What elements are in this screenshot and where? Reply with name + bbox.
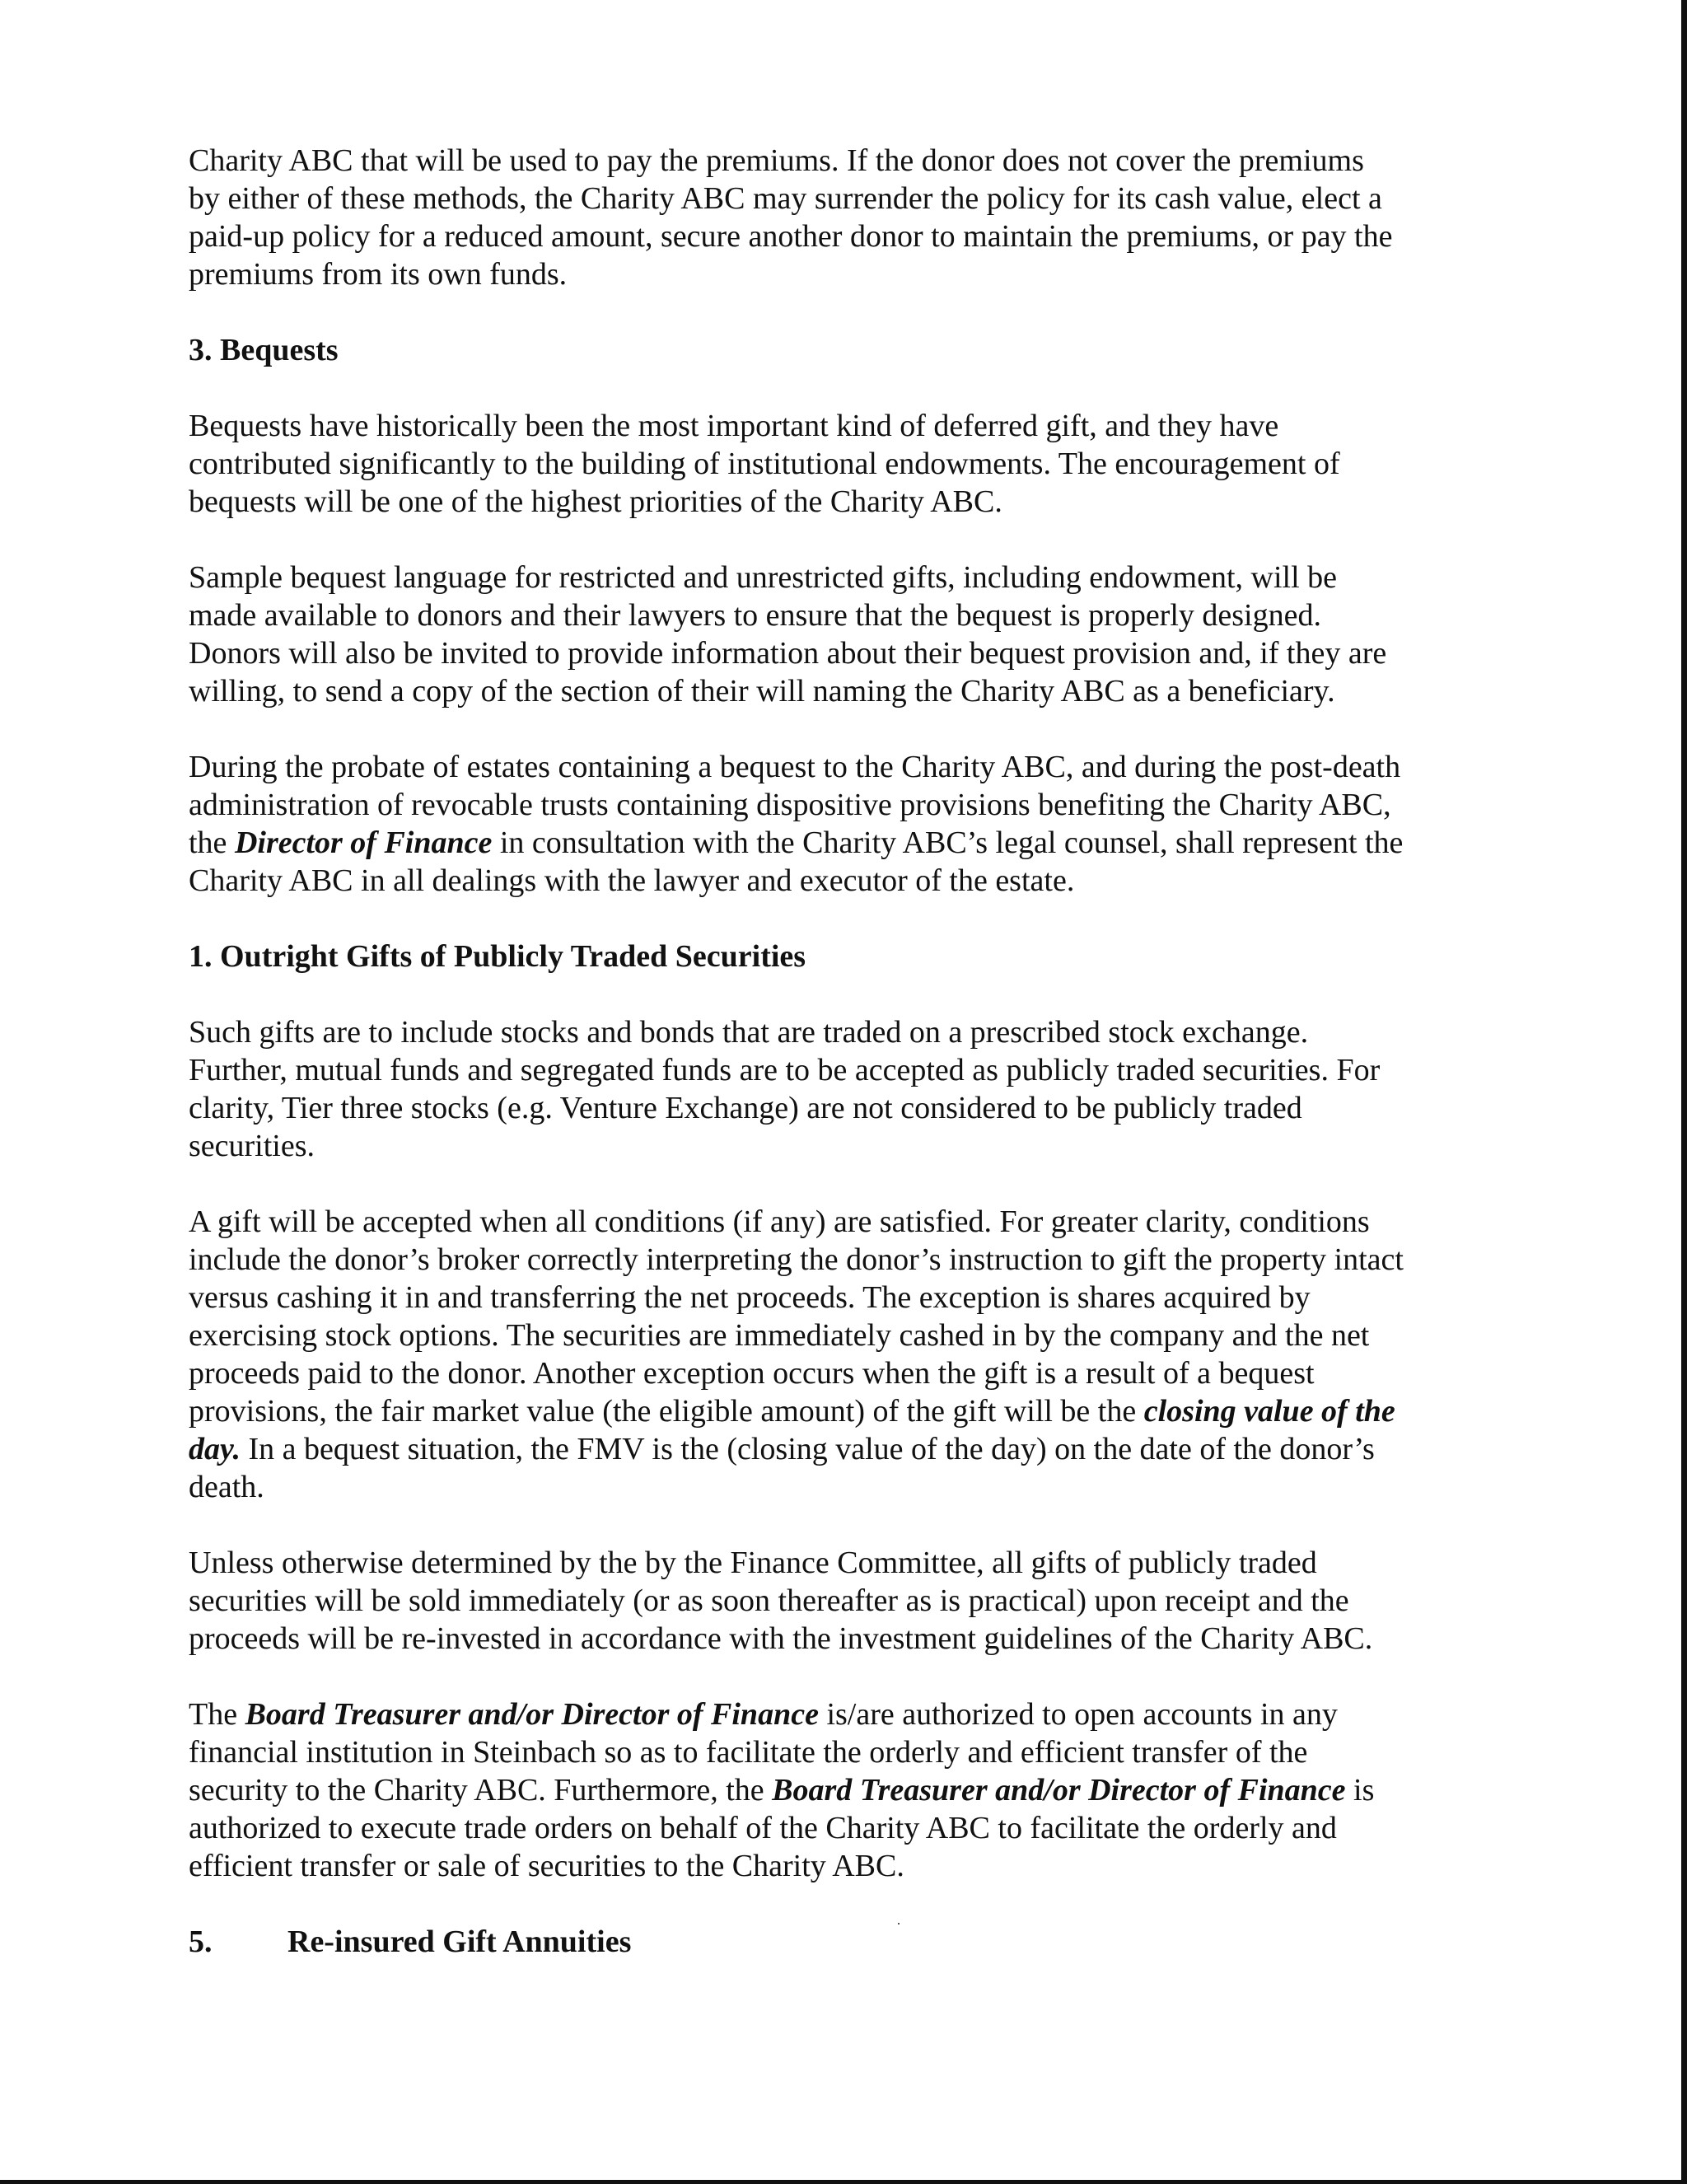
heading-title: Bequests: [220, 333, 339, 367]
text-run: in consultation with the Charity ABC’s legal counsel, shall represent the Charity ABC in all dealings with the lawyer and executor of the estate.: [189, 825, 1404, 898]
document-page: [189, 142, 1507, 1999]
paragraph-probate: [189, 748, 1507, 900]
text-run: The: [189, 1697, 245, 1732]
paragraph-authorization: [189, 1695, 1507, 1885]
scan-edge-bottom: [0, 2180, 1687, 2184]
text-run: In a bequest situation, the FMV is the (closing value of the day) on the date of the donor’s death.: [189, 1432, 1375, 1504]
text-run: is authorized to execute trade orders on behalf of the Charity ABC to facilitate the orderly and efficient transfer or sale of securities to the Charity ABC.: [189, 1773, 1375, 1883]
emphasis-closing-value: closing value of the day.: [189, 1394, 1395, 1466]
text-run: A gift will be accepted when all conditions (if any) are satisfied. For greater clarity, conditions include the donor’s broker correctly interpreting the donor’s instruction to gift the property intact versus cashing it in and transferring the net proceeds. The exception is shares acquired by exercising stock options. The securities are immediately cashed in by the company and the net proceeds paid to the donor. Another exception occurs when the gift is a result of a bequest provisions, the fair market value (the eligible amount) of the gift will be the: [189, 1204, 1404, 1429]
text-run: is/are authorized to open accounts in any financial institution in Steinbach so as to facilitate the orderly and efficient transfer of the security to the Charity ABC. Furthermore, the: [189, 1697, 1338, 1808]
paragraph-sample-language: Sample bequest language for restricted and unrestricted gifts, including endowment, will be made available to donors and their lawyers to ensure that the bequest is properly designed. Donors will also be invited to provide information about their bequest provision and, if they are willing, to send a copy of the section of their will naming the Charity ABC as a beneficiary.: [189, 560, 1387, 709]
heading-number: 3.: [189, 333, 213, 367]
heading-bequests: [189, 331, 1507, 369]
emphasis-board-treasurer: Board Treasurer and/or Director of Finance: [245, 1697, 819, 1732]
paragraph-premiums: Charity ABC that will be used to pay the premiums. If the donor does not cover the premiums by either of these methods, the Charity ABC may surrender the policy for its cash value, elect a paid-up policy for a reduced amount, secure another donor to maintain the premiums, or pay the premiums from its own funds.: [189, 143, 1393, 292]
emphasis-board-treasurer: Board Treasurer and/or Director of Finance: [772, 1773, 1346, 1808]
paragraph-bequests-history: Bequests have historically been the most important kind of deferred gift, and they have contributed significantly to the building of institutional endowments. The encouragement of bequests will be one of the highest priorities of the Charity ABC.: [189, 409, 1340, 519]
heading-title: Outright Gifts of Publicly Traded Securities: [220, 939, 806, 974]
scan-edge-right: [1681, 0, 1687, 2184]
heading-publicly-traded-securities: [189, 938, 1507, 975]
text-run: During the probate of estates containing a bequest to the Charity ABC, and during the post-death administration of revocable trusts containing dispositive provisions benefiting the Charity ABC, the: [189, 750, 1401, 860]
heading-reinsured-gift-annuities: [189, 1923, 1507, 1961]
heading-title: Re-insured Gift Annuities: [287, 1924, 632, 1959]
heading-number: 1.: [189, 939, 213, 974]
paragraph-gift-acceptance: [189, 1203, 1507, 1506]
emphasis-director-of-finance: Director of Finance: [234, 825, 493, 860]
paragraph-securities-definition: Such gifts are to include stocks and bonds that are traded on a prescribed stock exchange. Further, mutual funds and segregated funds are to be accepted as publicly traded securities. For clarity, Tier three stocks (e.g. Venture Exchange) are not considered to be publicly traded securities.: [189, 1015, 1381, 1163]
heading-number: 5.: [189, 1924, 213, 1959]
paragraph-sale-of-securities: Unless otherwise determined by the by the Finance Committee, all gifts of publicly traded securities will be sold immediately (or as soon thereafter as is practical) upon receipt and the proceeds will be re-invested in accordance with the investment guidelines of the Charity ABC.: [189, 1546, 1373, 1656]
